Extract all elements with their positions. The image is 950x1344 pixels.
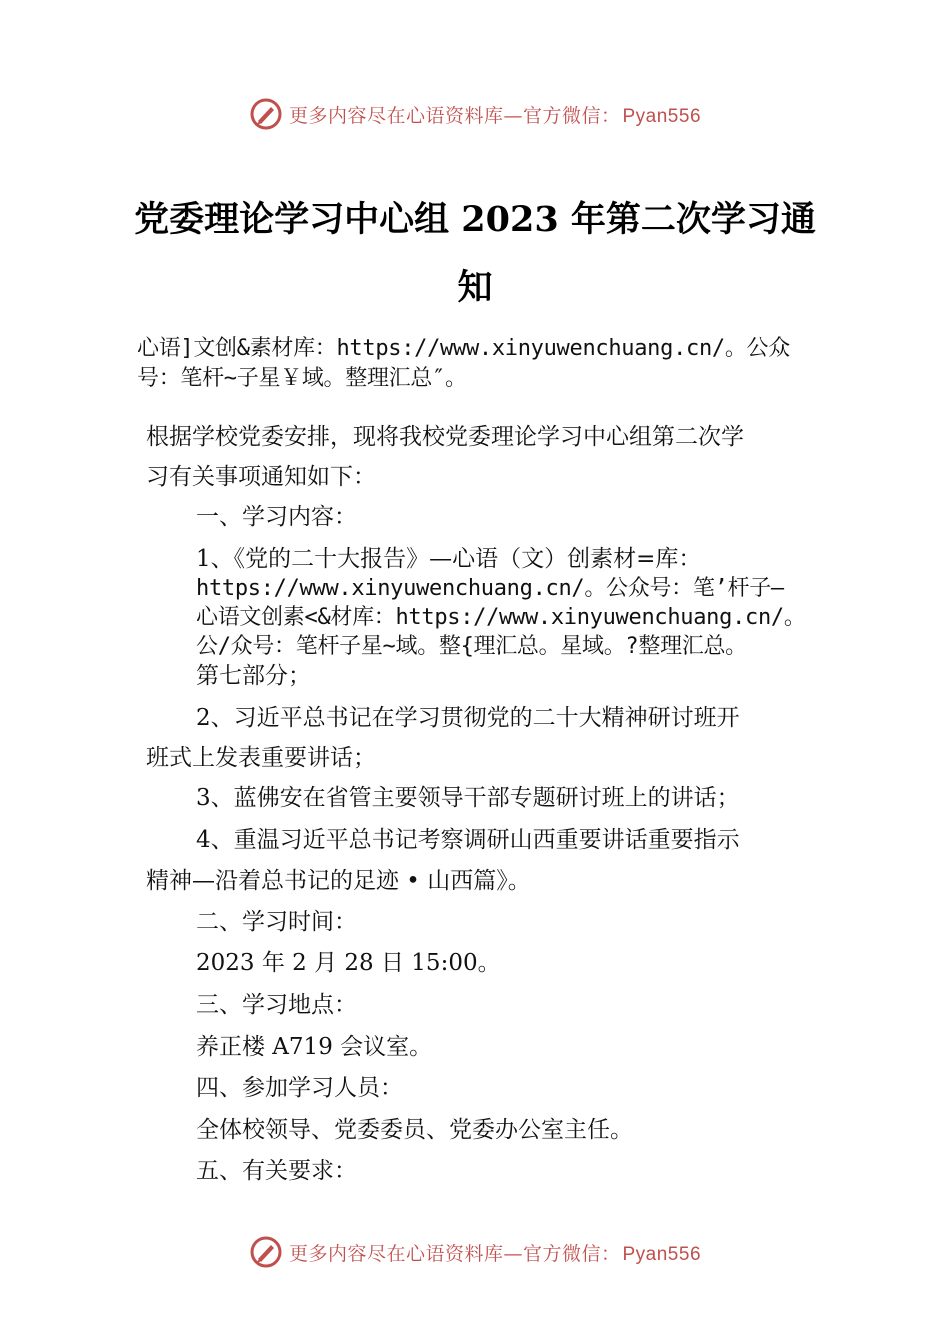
list-item: 心语文创素<&材库：https://www.xinyuwenchuang.cn/。 [196,605,806,630]
list-item: 公/众号：笔杆子星~域。整{理汇总。星域。?整理汇总。 [196,634,747,659]
list-item: 3、蓝佛安在省管主要领导干部专题研讨班上的讲话； [196,785,740,811]
top-banner [0,94,950,134]
list-item: 第七部分； [196,663,311,689]
intro-paragraph: 习有关事项通知如下： [146,464,376,490]
section-heading: 四、参加学习人员： [196,1075,403,1101]
list-item: 精神—沿着总书记的足迹 • 山西篇》。 [146,868,531,894]
list-item: 1、《党的二十大报告》—心语（文）创素材=库： [196,546,702,572]
bottom-banner [0,1232,950,1272]
pen-seal-logo-icon [249,1235,283,1269]
list-item: 2、习近平总书记在学习贯彻党的二十大精神研讨班开 [196,705,740,731]
intro-paragraph: 根据学校党委安排，现将我校党委理论学习中心组第二次学 [146,424,744,450]
section-value: 2023 年 2 月 28 日 15:00。 [196,950,501,976]
section-value: 养正楼 A719 会议室。 [196,1034,433,1060]
wechat-handle: Pyan556 [622,1243,702,1265]
section-heading: 三、学习地点： [196,992,357,1018]
document-title: 党委理论学习中心组 2023 年第二次学习通 [134,199,816,240]
banner-text: 更多内容尽在心语资料库—官方微信： Pyan556 [288,1242,702,1265]
list-item: 班式上发表重要讲话； [146,745,376,771]
list-item: 4、重温习近平总书记考察调研山西重要讲话重要指示 [196,827,740,853]
section-value: 全体校领导、党委委员、党委办公室主任。 [196,1117,633,1143]
wechat-handle: Pyan556 [622,105,702,127]
section-heading: 二、学习时间： [196,909,357,935]
section-heading: 五、有关要求： [196,1158,357,1184]
section-heading: 一、学习内容： [196,504,357,530]
watermark-line: 心语]文创&素材库：https://www.xinyuwenchuang.cn/。公众 [137,336,790,361]
pen-seal-logo-icon [249,97,283,131]
watermark-line: 号：笔杆~子星￥域。整理汇总″。 [137,366,467,391]
list-item: https://www.xinyuwenchuang.cn/。公众号：笔’杆子— [196,576,784,601]
banner-text: 更多内容尽在心语资料库—官方微信： Pyan556 [288,104,702,127]
document-title-continued: 知 [457,267,493,308]
